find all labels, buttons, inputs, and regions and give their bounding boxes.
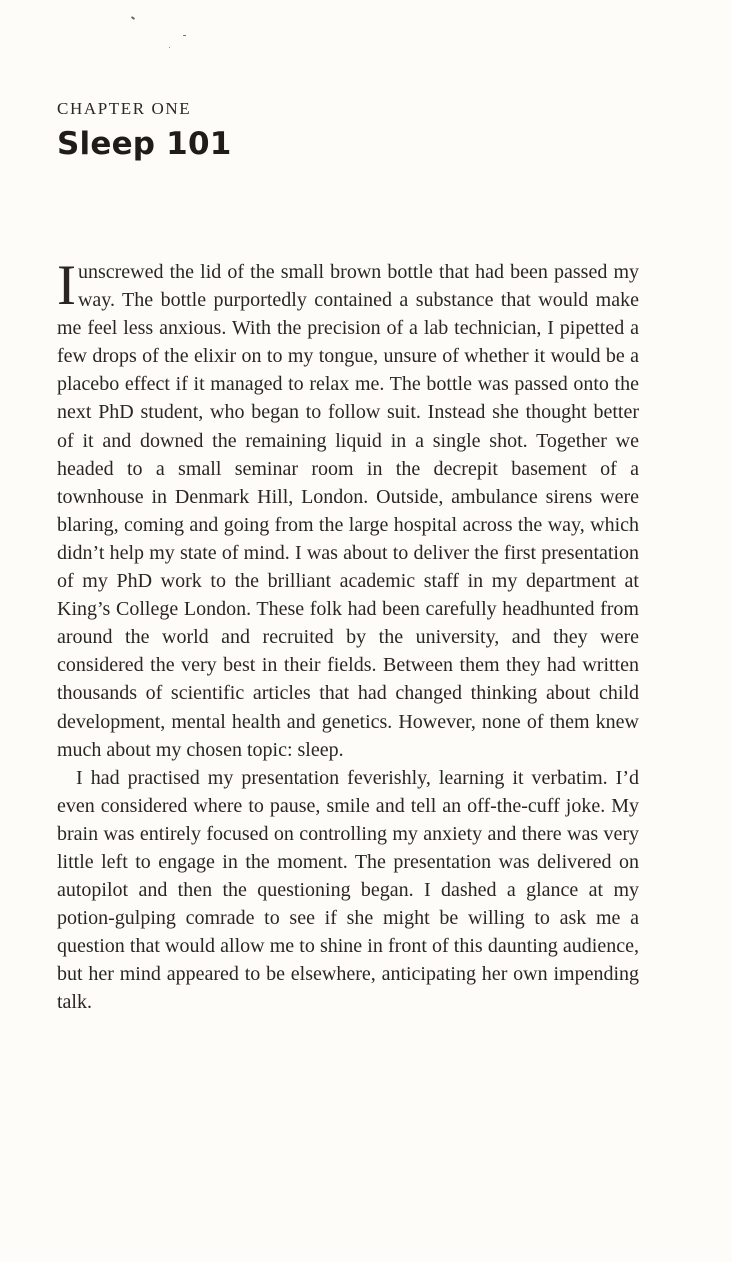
print-speck — [131, 16, 135, 20]
paragraph-1-text: unscrewed the lid of the small brown bottle that had been passed my way. The bottle purportedly contained a substance that would make me feel less anxious. With the precision of a lab technician, I pipetted a few drops of the elixir on to my tongue, unsure of whether it would be a placebo effect if it managed to relax me. The bottle was passed onto the next PhD student, who began to follow suit. Instead she thought better of it and downed the remaining liquid in a single shot. Together we headed to a small seminar room in the decrepit basement of a townhouse in Denmark Hill, London. Outside, ambulance sirens were blaring, coming and going from the large hospital across the way, which didn’t help my state of mind. I was about to deliver the first presentation of my PhD work to the brilliant academic staff in my department at King’s College London. These folk had been carefully headhunted from around the world and recruited by the university, and they were considered the very best in their fields. Between them they had written thousands of scientific articles that had changed thinking about child development, mental health and genetics. However, none of them knew much about my chosen topic: sleep. — [57, 261, 639, 761]
paragraph-2: I had practised my presentation feverishly, learning it verbatim. I’d even considered where to pause, smile and tell an off-the-cuff joke. My brain was entirely focused on controlling my anxiety and there was very little left to engage in the moment. The presentation was delivered on autopilot and then the questioning began. I dashed a glance at my potion-gulping comrade to see if she might be willing to ask me a question that would allow me to shine in front of this daunting audience, but her mind appeared to be elsewhere, anticipating her own impending talk. — [57, 766, 639, 1014]
print-speck — [183, 35, 186, 36]
print-speck — [169, 47, 170, 48]
drop-cap: I — [57, 254, 76, 317]
chapter-title: Sleep 101 — [57, 126, 232, 162]
chapter-body — [57, 254, 639, 1017]
chapter-label: CHAPTER ONE — [57, 99, 192, 118]
paragraph-1 — [57, 254, 639, 764]
